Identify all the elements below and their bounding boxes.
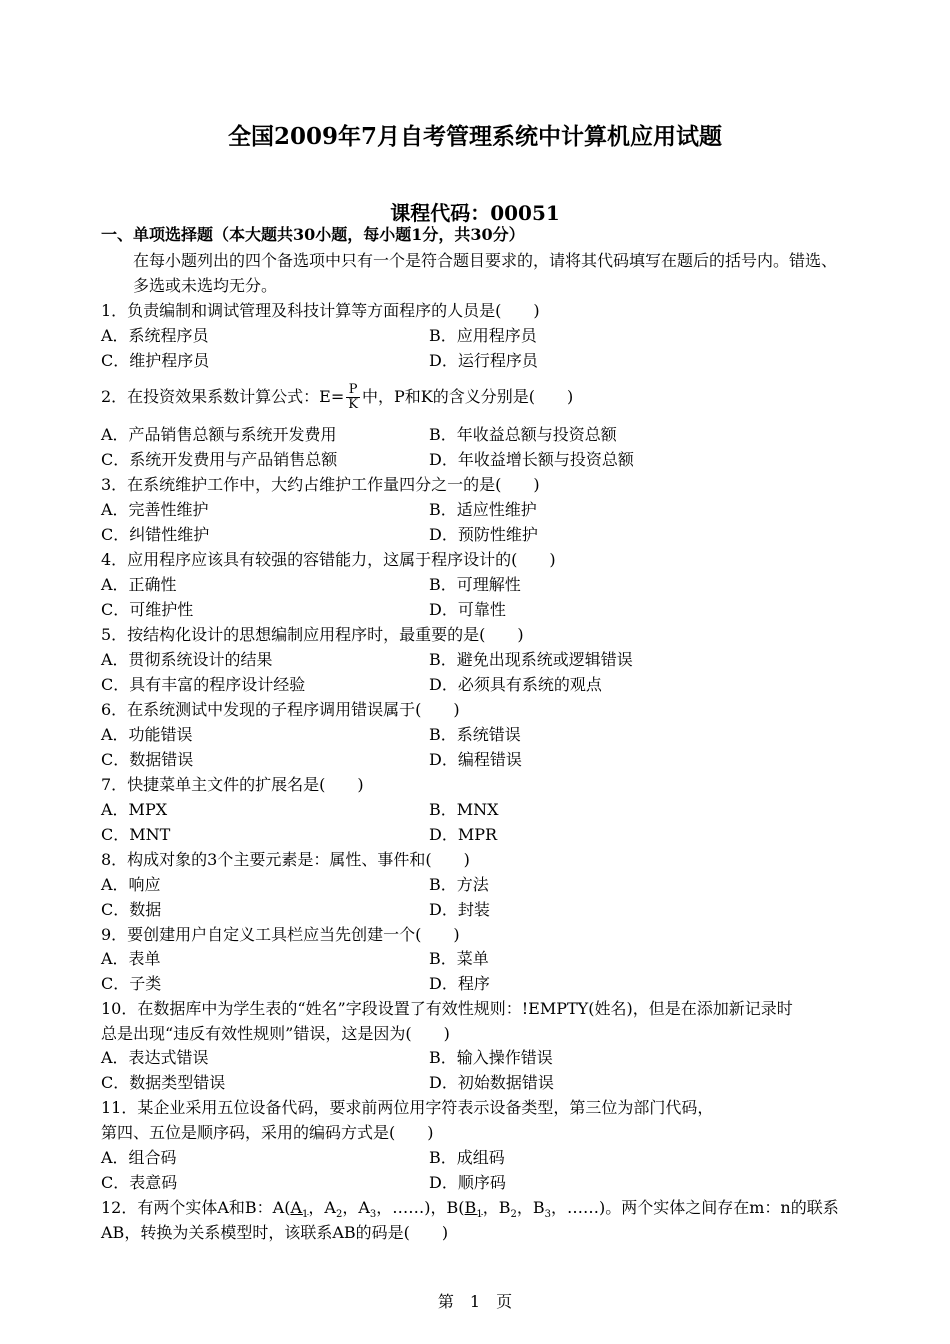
question-9-options-cd <box>101 971 490 996</box>
option-d: D．运行程序员 <box>429 351 538 370</box>
question-11-stem: 11．某企业采用五位设备代码，要求前两位用字符表示设备类型，第三位为部门代码， <box>101 1098 714 1117</box>
formula-fraction: $\frac{P}{K}$ <box>348 382 358 412</box>
option-d: D．封装 <box>429 900 490 919</box>
option-b: B．年收益总额与投资总额 <box>429 425 617 444</box>
option-c: C．表意码 <box>101 1173 178 1192</box>
question-3-options-cd <box>101 522 538 547</box>
question-10-options-cd <box>101 1070 554 1095</box>
section-instruction: 在每小题列出的四个备选项中只有一个是符合题目要求的，请将其代码填写在题后的括号内。错选、 <box>133 251 838 270</box>
key-attribute-b1: $B_1$ <box>464 1198 483 1221</box>
question-11-stem-cont: 第四、五位是顺序码，采用的编码方式是( ) <box>101 1123 434 1142</box>
option-a: A．正确性 <box>101 575 177 594</box>
section-instruction-cont: 多选或未选均无分。 <box>133 276 278 295</box>
option-d: D．可靠性 <box>429 600 506 619</box>
question-1-options-cd <box>101 348 538 373</box>
option-b: B．应用程序员 <box>429 326 537 345</box>
option-a: A．响应 <box>101 875 161 894</box>
option-a: A．组合码 <box>101 1148 177 1167</box>
key-attribute-a1: $A_1$ <box>290 1198 309 1221</box>
option-c: C．数据错误 <box>101 750 194 769</box>
question-11-options-cd <box>101 1170 506 1195</box>
option-c: C．MNT <box>101 825 171 844</box>
page-number: 第 1 页 <box>437 1292 513 1311</box>
question-3-stem: 3．在系统维护工作中，大约占维护工作量四分之一的是( ) <box>101 475 540 494</box>
question-8-options-ab <box>101 872 489 897</box>
option-c: C．数据 <box>101 900 162 919</box>
question-9-options-ab <box>101 946 489 971</box>
question-5-options-ab <box>101 647 633 672</box>
option-a: A．表单 <box>101 949 161 968</box>
option-b: B．MNX <box>429 800 499 819</box>
question-7-options-cd <box>101 822 498 847</box>
question-1-stem: 1．负责编制和调试管理及科技计算等方面程序的人员是( ) <box>101 301 540 320</box>
option-d: D．年收益增长额与投资总额 <box>429 450 634 469</box>
question-6-stem: 6．在系统测试中发现的子程序调用错误属于( ) <box>101 700 460 719</box>
option-c: C．维护程序员 <box>101 351 210 370</box>
question-8-stem: 8．构成对象的3个主要元素是：属性、事件和( ) <box>101 850 470 869</box>
document-title: 全国2009年7月自考管理系统中计算机应用试题 <box>227 123 723 150</box>
question-10-options-ab <box>101 1045 553 1070</box>
option-b: B．方法 <box>429 875 489 894</box>
question-9-stem: 9．要创建用户自定义工具栏应当先创建一个( ) <box>101 925 460 944</box>
option-b: B．可理解性 <box>429 575 521 594</box>
option-a: A．产品销售总额与系统开发费用 <box>101 425 337 444</box>
question-4-options-cd <box>101 597 506 622</box>
option-b: B．适应性维护 <box>429 500 537 519</box>
option-b: B．输入操作错误 <box>429 1048 553 1067</box>
option-c: C．数据类型错误 <box>101 1073 226 1092</box>
question-7-stem: 7．快捷菜单主文件的扩展名是( ) <box>101 775 364 794</box>
question-2-options-ab <box>101 422 617 447</box>
option-b: B．系统错误 <box>429 725 521 744</box>
option-c: C．可维护性 <box>101 600 194 619</box>
option-a: A．贯彻系统设计的结果 <box>101 650 273 669</box>
question-12-stem-cont: AB，转换为关系模型时，该联系AB的码是( ) <box>101 1223 449 1242</box>
question-5-options-cd <box>101 672 602 697</box>
question-6-options-cd <box>101 747 522 772</box>
option-d: D．预防性维护 <box>429 525 538 544</box>
option-d: D．编程错误 <box>429 750 522 769</box>
question-6-options-ab <box>101 722 521 747</box>
option-c: C．纠错性维护 <box>101 525 210 544</box>
question-12-stem: 12．有两个实体A和B：$A(A_1$，$A_2$，$A_3$，……)，$B(B_1$，$B_2$，$B_3$，……)。两个实体之间存在m：n的联系 <box>101 1198 839 1221</box>
option-d: D．程序 <box>429 974 490 993</box>
option-a: A．MPX <box>101 800 168 819</box>
question-10-stem-cont: 总是出现“违反有效性规则”错误，这是因为( ) <box>101 1024 450 1043</box>
question-3-options-ab <box>101 497 537 522</box>
course-code: 课程代码：00051 <box>390 201 560 225</box>
question-4-stem: 4．应用程序应该具有较强的容错能力，这属于程序设计的( ) <box>101 550 556 569</box>
option-d: D．必须具有系统的观点 <box>429 675 602 694</box>
option-c: C．具有丰富的程序设计经验 <box>101 675 306 694</box>
option-c: C．系统开发费用与产品销售总额 <box>101 450 338 469</box>
question-7-options-ab <box>101 797 499 822</box>
option-a: A．表达式错误 <box>101 1048 209 1067</box>
option-b: B．成组码 <box>429 1148 505 1167</box>
option-a: A．系统程序员 <box>101 326 209 345</box>
question-5-stem: 5．按结构化设计的思想编制应用程序时，最重要的是( ) <box>101 625 524 644</box>
question-8-options-cd <box>101 897 490 922</box>
option-d: D．初始数据错误 <box>429 1073 554 1092</box>
option-b: B．菜单 <box>429 949 489 968</box>
question-2-stem: 2．在投资效果系数计算公式：E= $\frac{P}{K}$ 中，P和K的含义分别是( ) <box>101 382 574 412</box>
option-a: A．完善性维护 <box>101 500 209 519</box>
option-a: A．功能错误 <box>101 725 193 744</box>
question-11-options-ab <box>101 1145 505 1170</box>
question-10-stem: 10．在数据库中为学生表的“姓名”字段设置了有效性规则：!EMPTY(姓名)，但是在添加新记录时 <box>101 999 793 1018</box>
option-d: D．顺序码 <box>429 1173 506 1192</box>
question-2-options-cd <box>101 447 634 472</box>
question-1-options-ab <box>101 323 537 348</box>
option-c: C．子类 <box>101 974 162 993</box>
section-heading: 一、单项选择题（本大题共30小题，每小题1分，共30分） <box>101 225 525 244</box>
option-b: B．避免出现系统或逻辑错误 <box>429 650 633 669</box>
option-d: D．MPR <box>429 825 498 844</box>
question-4-options-ab <box>101 572 521 597</box>
